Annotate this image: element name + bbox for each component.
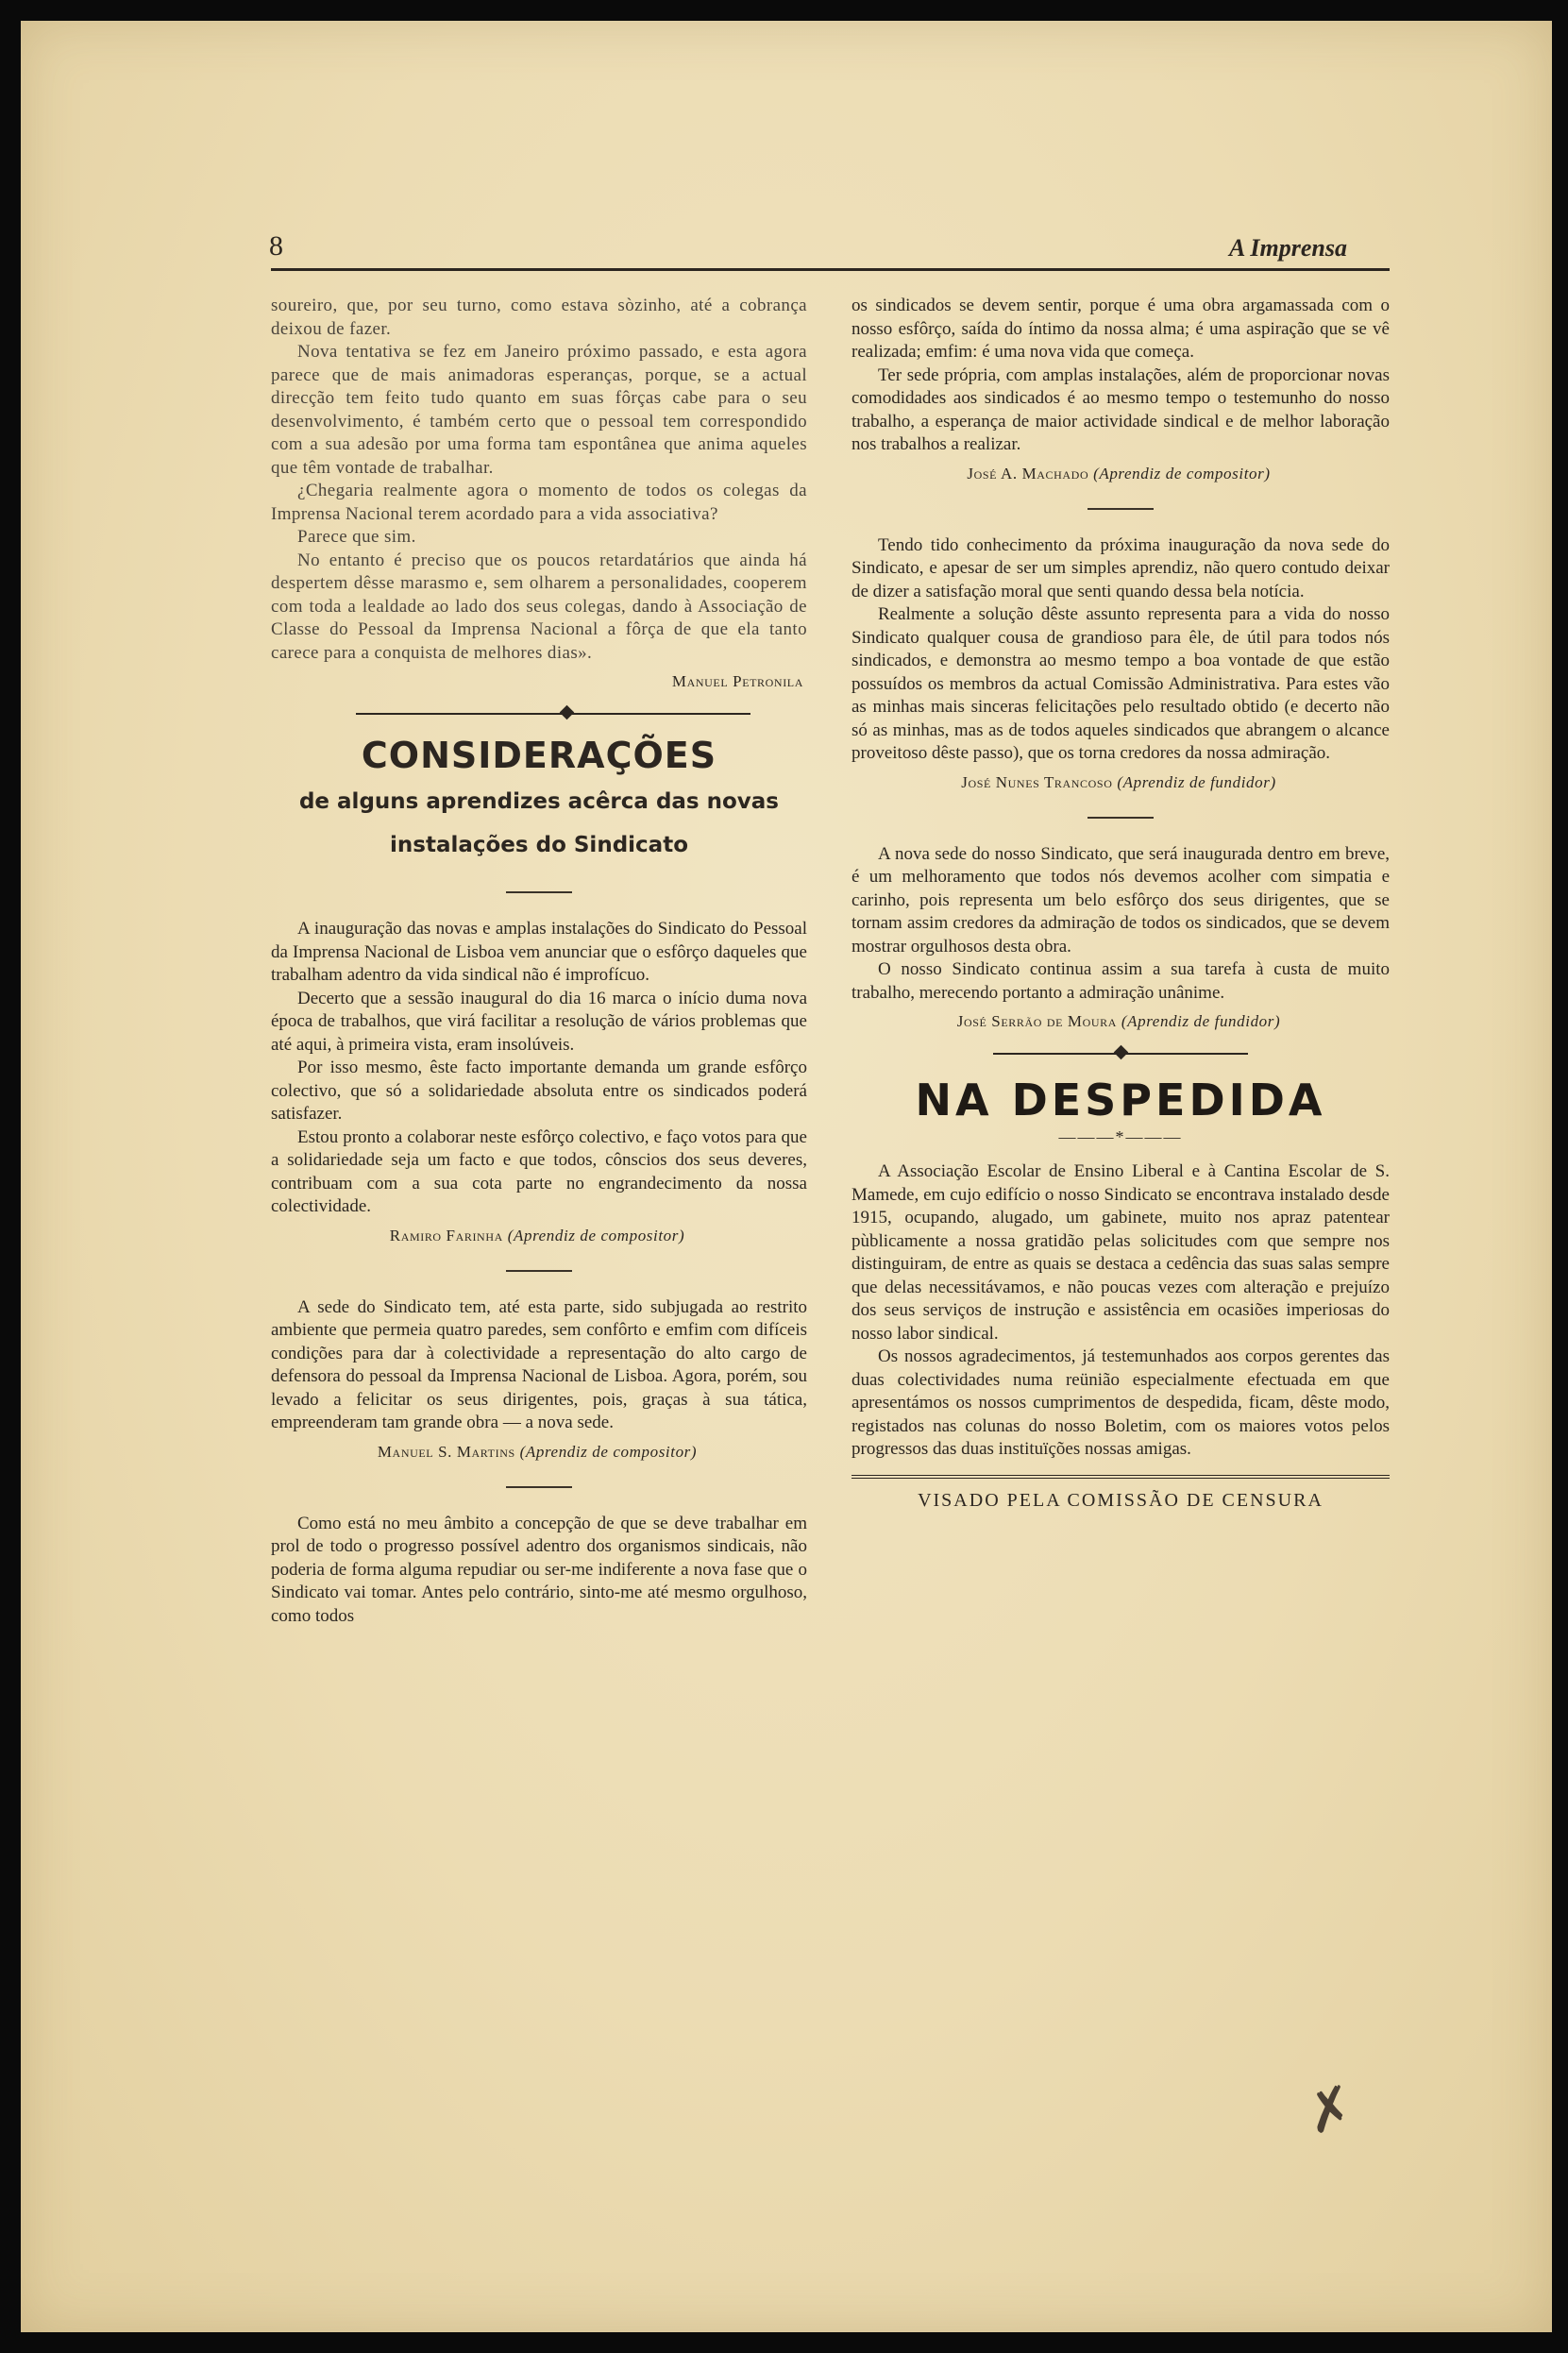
star-divider: ———*——— xyxy=(1058,1127,1183,1146)
author-name: José A. Machado xyxy=(967,464,1089,482)
divider xyxy=(1087,817,1154,819)
paragraph: A Associação Escolar de Ensino Liberal e à Cantina Escolar de S. Mamede, em cujo edifício o nosso Sindicato se encontrava instalado desde 1915, ocupando, alugado, um gabinete, muito nos apraz patentear pùblicamente a nossa gratidão pelas solicitudes com que sempre nos distinguiram, de entre as quais se destaca a cedência das suas salas sempre que delas necessitávamos, e não poucas vezes com alteração e prejuízo dos seus serviços de instrução e assistência em ocasiões imperiosas do nosso labor sindical. xyxy=(851,1161,1390,1344)
section-subheading: instalações do Sindicato xyxy=(390,833,688,857)
section-divider xyxy=(271,706,807,721)
author-name: José Nunes Trancoso xyxy=(961,772,1113,791)
paragraph: Decerto que a sessão inaugural do dia 16 marca o início duma nova época de trabalhos, que virá facilitar a resolução de vários problemas que até aqui, à primeira vista, eram insolúveis. xyxy=(271,988,807,1055)
section-heading: NA DESPEDIDA xyxy=(915,1075,1326,1126)
paragraph: O nosso Sindicato continua assim a sua tarefa à custa de muito trabalho, merecendo portanto a admiração unânime. xyxy=(851,959,1390,1003)
paragraph: No entanto é preciso que os poucos retardatários que ainda há despertem dêsse marasmo e, sem olharem a personalidades, cooperem com toda a lealdade ao lado dos seus colegas, dando à Associação de Classe do Pessoal da Imprensa Nacional a fôrça de que ela tanto carece para a conquista de melhores dias». xyxy=(271,550,807,663)
signature xyxy=(271,1227,803,1245)
paragraph: Como está no meu âmbito a concepção de que se deve trabalhar em prol de todo o progresso possível adentro dos organismos sindicais, não poderia de forma alguma repudiar ou ser-me indiferente a nova fase que o Sindicato vai tomar. Antes pelo contrário, sinto-me até mesmo orgulhoso, como todos xyxy=(271,1513,807,1626)
newspaper-page xyxy=(21,21,1552,2332)
signature: Manuel Petronila xyxy=(671,672,803,690)
author-role: (Aprendiz de fundidor) xyxy=(1117,772,1276,791)
paragraph: Por isso mesmo, êste facto importante demanda um grande esfôrço colectivo, que só a solidariedade absoluta entre os sindicados poderá satisfazer. xyxy=(271,1058,807,1124)
divider xyxy=(506,1270,572,1272)
author-name: José Serrão de Moura xyxy=(956,1012,1118,1030)
paragraph: Realmente a solução dêste assunto representa para a vida do nosso Sindicato qualquer cousa de grandioso para êle, de útil para todos nós sindicados, e demonstra ao mesmo tempo a boa vontade de que estão possuídos os membros da actual Comissão Administrativa. Para estes vão as minhas mais sinceras felicitações pelo resultado obtido (e decerto não só as minhas, mas as de todos aqueles sindicados que abrangem o alcance proveitoso dêste passo), que os torna credores da nossa admiração. xyxy=(851,604,1390,763)
author-role: (Aprendiz de compositor) xyxy=(519,1442,698,1461)
author-role: (Aprendiz de compositor) xyxy=(1093,464,1271,482)
divider xyxy=(506,891,572,893)
handwritten-mark-icon: ✗ xyxy=(1299,2074,1361,2147)
paragraph: soureiro, que, por seu turno, como estava sòzinho, até a cobrança deixou de fazer. xyxy=(271,296,807,339)
divider xyxy=(506,1486,572,1488)
publication-title: A Imprensa xyxy=(1229,234,1347,262)
page-number: 8 xyxy=(269,230,283,262)
signature xyxy=(851,773,1386,792)
paragraph: Ter sede própria, com amplas instalações, além de proporcionar novas comodidades aos sindicados é ao mesmo tempo o testemunho do nosso trabalho, a esperança de maior actividade sindical e de melhor laboração nos trabalhos a realizar. xyxy=(851,364,1390,454)
author-role: (Aprendiz de compositor) xyxy=(507,1226,685,1244)
paragraph: Estou pronto a colaborar neste esfôrço colectivo, e faço votos para que a solidariedade seja um facto e que todos, cônscios dos seus deveres, contribuam com a sua cota parte no engrandecimento da nossa colectividade. xyxy=(271,1126,807,1216)
left-column xyxy=(271,295,807,1628)
paragraph: Parece que sim. xyxy=(297,527,416,547)
paragraph: Tendo tido conhecimento da próxima inauguração da nova sede do Sindicato, e apesar de ser um simples aprendiz, não quero contudo deixar de dizer a satisfação moral que senti quando dessa bela notícia. xyxy=(851,534,1390,601)
section-divider xyxy=(851,1046,1390,1061)
paragraph: Nova tentativa se fez em Janeiro próximo passado, e esta agora parece que de mais animadoras esperanças, porque, se a actual direcção tem feito tudo quanto em suas fôrças cabe para o seu desenvolvimento, é também certo que o pessoal tem correspondido com a sua adesão por uma forma tam espontânea que anima aqueles que têm vontade de trabalhar. xyxy=(271,342,807,478)
signature xyxy=(271,1443,803,1462)
author-role: (Aprendiz de fundidor) xyxy=(1121,1012,1281,1030)
author-name: Ramiro Farinha xyxy=(389,1226,503,1244)
header-rule xyxy=(271,268,1390,271)
paragraph: A sede do Sindicato tem, até esta parte, sido subjugada ao restrito ambiente que permeia quatro paredes, sem confôrto e emfim com difíceis condições para dar à colectividade a representação do alto cargo de defensora do pessoal da Imprensa Nacional de Lisboa. Agora, porém, sou levado a felicitar os seus dirigentes, pois, graças à sua tática, empreenderam tam grande obra — a nova sede. xyxy=(271,1296,807,1432)
paragraph: os sindicados se devem sentir, porque é uma obra argamassada com o nosso esfôrço, saída do íntimo da nossa alma; é uma aspiração que se vê realizada; emfim: é uma nova vida que começa. xyxy=(851,296,1390,362)
paragraph: A nova sede do nosso Sindicato, que será inaugurada dentro em breve, é um melhoramento que todos nós devemos acolher com simpatia e carinho, pois representa um belo esfôrço dos seus dirigentes, que se tornam assim credores da admiração de todos os sindicados, que se devem mostrar orgulhosos desta obra. xyxy=(851,843,1390,956)
paragraph: ¿Chegaria realmente agora o momento de todos os colegas da Imprensa Nacional terem acordado para a vida associativa? xyxy=(271,481,807,524)
author-name: Manuel S. Martins xyxy=(377,1442,515,1461)
paragraph: Os nossos agradecimentos, já testemunhados aos corpos gerentes das duas colectividades numa reünião especialmente efectuada em que apresentámos os nossos cumprimentos de despedida, ficam, dêste modo, registados nas colunas do nosso Boletim, com os maiores votos pelos progressos das duas instituïções nossas amigas. xyxy=(851,1346,1390,1459)
signature xyxy=(851,465,1386,483)
right-column xyxy=(851,295,1390,1512)
section-heading: CONSIDERAÇÕES xyxy=(361,735,717,776)
divider xyxy=(1087,508,1154,510)
signature xyxy=(851,1012,1386,1031)
paragraph: A inauguração das novas e amplas instalações do Sindicato do Pessoal da Imprensa Nacional de Lisboa vem anunciar que o esfôrço daqueles que trabalham adentro da vida sindical não é improfícuo. xyxy=(271,919,807,985)
section-subheading: de alguns aprendizes acêrca das novas xyxy=(298,789,780,814)
censorship-notice: VISADO PELA COMISSÃO DE CENSURA xyxy=(851,1475,1390,1512)
